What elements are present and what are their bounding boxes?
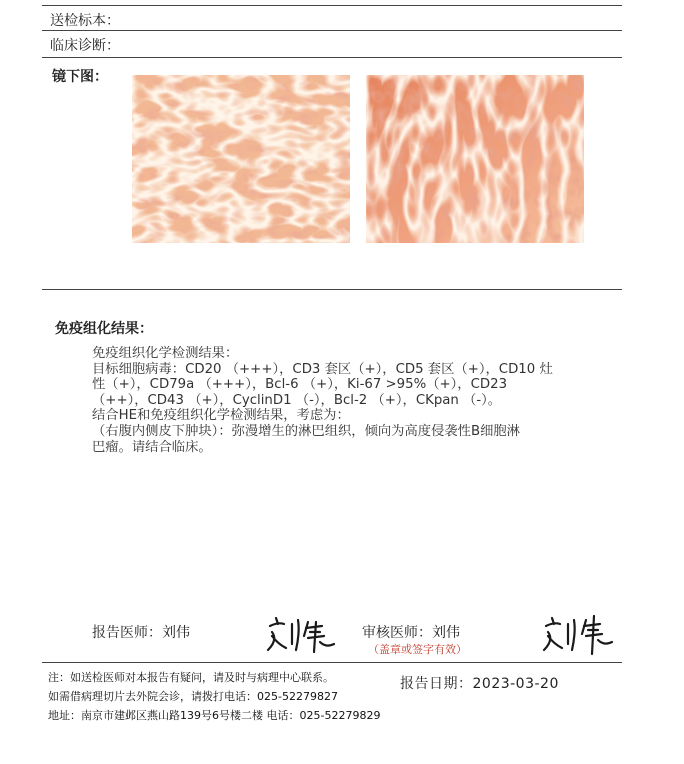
micrograph-2 xyxy=(366,75,584,243)
specimen-label: 送检标本： xyxy=(50,13,120,29)
ihc-result-text xyxy=(92,346,622,455)
top-rule xyxy=(42,5,622,6)
micrograph-2-image xyxy=(366,75,584,243)
report-date: 报告日期：2023-03-20 xyxy=(400,676,559,692)
ihc-line: 目标细胞病毒：CD20 （+++），CD3 套区（+），CD5 套区（+），CD10 灶 xyxy=(92,361,553,377)
stamp-note: （盖章或签字有效） xyxy=(368,643,467,656)
specimen-rule xyxy=(42,30,622,31)
ihc-line: 结合HE和免疫组织化学检测结果，考虑为： xyxy=(92,408,350,424)
diagnosis-rule xyxy=(42,57,622,58)
ihc-line: （右腹内侧皮下肿块）：弥漫增生的淋巴组织，倾向为高度侵袭性B细胞淋 xyxy=(92,423,520,439)
reviewing-signature xyxy=(538,610,618,658)
microscopy-title: 镜下图： xyxy=(52,69,108,85)
ihc-line: 免疫组织化学检测结果： xyxy=(92,346,239,361)
ihc-title: 免疫组化结果： xyxy=(55,321,153,337)
microscopy-rule xyxy=(42,289,622,290)
ihc-line: 性（+），CD79a （+++），Bcl-6 （+），Ki-67 >95%（+），CD23 xyxy=(92,377,508,393)
diagnosis-label: 临床诊断： xyxy=(50,38,120,54)
micrograph-1-image xyxy=(132,75,350,243)
micrograph-1 xyxy=(132,75,350,243)
footer-address: 地址：南京市建邺区燕山路139号6号楼二楼 电话：025-52279829 xyxy=(48,709,381,722)
signature-rule xyxy=(42,662,622,663)
footer-note: 注：如送检医师对本报告有疑问，请及时与病理中心联系。 xyxy=(48,671,334,684)
reporting-doctor: 报告医师：刘伟 xyxy=(92,625,190,641)
ihc-line: （++），CD43 （+），CyclinD1 （-），Bcl-2 （+），CKpan （-）。 xyxy=(92,392,502,408)
reporting-signature xyxy=(264,614,344,656)
ihc-line: 巴瘤。请结合临床。 xyxy=(92,439,212,455)
reviewing-doctor: 审核医师：刘伟 xyxy=(362,625,460,641)
footer-consult: 如需借病理切片去外院会诊，请拨打电话：025-52279827 xyxy=(48,690,338,703)
